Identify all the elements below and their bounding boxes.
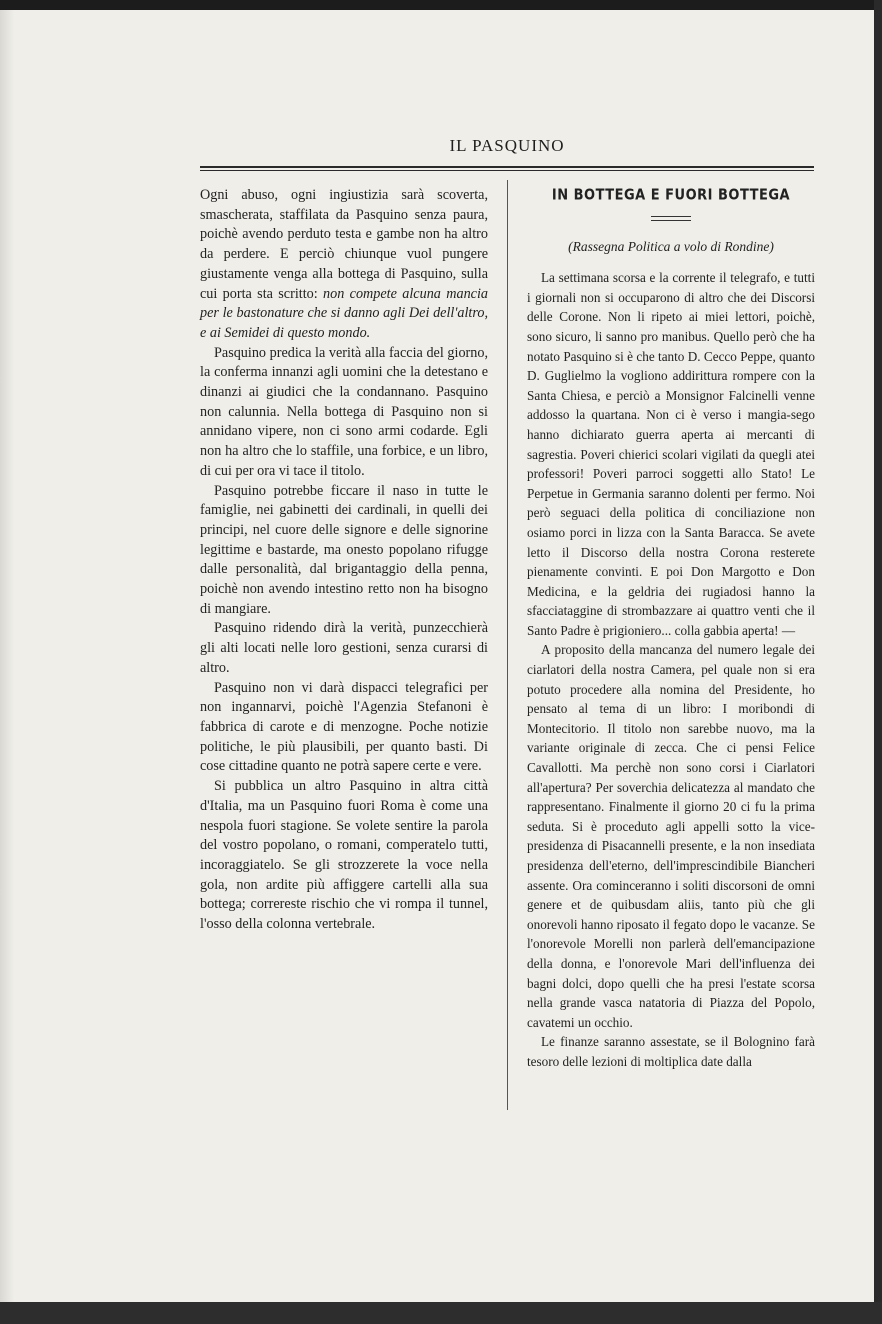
paragraph-text: Ogni abuso, ogni ingiustizia sarà scoverta, smascherata, staffilata da Pasquino senza paura, poichè avendo perduto testa e gambe non ha altro da perdere. E perciò chiunque vuol pungere giustamente venga alla bottega di Pasquino, sulla cui porta sta scritto: <box>200 187 488 302</box>
section-ornament <box>651 216 691 221</box>
scan-edge-bottom <box>0 1302 882 1324</box>
column-divider <box>507 180 508 1110</box>
header-rule-thick <box>200 166 814 168</box>
paragraph: Pasquino potrebbe ficcare il naso in tutte le famiglie, nei gabinetti dei cardinali, in quelli dei principi, nel cuore delle signore e delle signorine legittime e bastarde, ma onesto popolano rifugge dalle personalità, dal brigantaggio della penna, poichè non avendo intestino retto non ha bisogno di mangiare. <box>200 482 488 617</box>
scan-edge-top <box>0 0 882 10</box>
left-column <box>200 186 488 935</box>
paragraph: Si pubblica un altro Pasquino in altra città d'Italia, ma un Pasquino fuori Roma è come una nespola fuori stagione. Se volete sentire la parola del vostro popolano, o romani, comperatelo tutti, incoraggiatelo. Se gli strozzerete la voce nella gola, non ardite più affiggere cartelli alla sua bottega; correreste rischio che vi rompa il tunnel, l'osso della colonna vertebrale. <box>200 778 488 933</box>
scan-shadow-left <box>0 10 14 1302</box>
section-title: IN BOTTEGA E FUORI BOTTEGA <box>551 186 791 205</box>
paragraph: Le finanze saranno assestate, se il Bolognino farà tesoro delle lezioni di moltiplica date dalla <box>527 1034 815 1069</box>
masthead-title: IL PASQUINO <box>449 136 565 155</box>
right-column <box>527 186 815 1072</box>
section-subtitle: (Rassegna Politica a volo di Rondine) <box>568 238 774 254</box>
header-rule-thin <box>200 170 814 171</box>
paragraph: La settimana scorsa e la corrente il telegrafo, e tutti i giornali non si occuparono di altro che dei Discorsi delle Corone. Non li ripeto ai miei lettori, poichè, sono sicuro, li sanno pro manibus. Quello però che ha notato Pasquino si è che tanto D. Cecco Peppe, quanto D. Guglielmo la vogliono addirittura rompere con la Santa Chiesa, e perciò a Monsignor Falcinelli venne addosso la quartana. Non ci è verso i mangia-sego hanno dichiarato guerra aperta ai mercanti di sagrestia. Poveri chierici scolari vigilati da quegli atei professori! Poveri parroci soggetti allo Stato! Le Perpetue in Germania saranno dolenti per fermo. Noi però seguaci della politica di conciliazione non osiamo porci in lizza con la Santa Baracca. Se avete letto il Discorso della nostra Corona resterete pienamente convinti. E poi Don Margotto e Don Medicina, e la geldria dei rugiadosi hanno la sfacciataggine di strombazzare ai quattro venti che il Santo Padre è prigioniero... colla gabbia aperta! — <box>527 270 815 638</box>
page-header <box>200 136 814 176</box>
paragraph: Pasquino predica la verità alla faccia del giorno, la conferma innanzi agli uomini che la detestano e dinanzi ai giudici che la condannano. Pasquino non calunnia. Nella bottega di Pasquino non si annidano vipere, non ci sono armi codarde. Egli non ha altro che lo staffile, una forbice, e un libro, di cui per ora vi tace il titolo. <box>200 344 488 479</box>
paragraph: Pasquino ridendo dirà la verità, punzecchierà gli alti locati nelle loro gestioni, senza curarsi di altro. <box>200 620 488 676</box>
paragraph: Pasquino non vi darà dispacci telegrafici per non ingannarvi, poichè l'Agenzia Stefanoni è fabbrica di carote e di menzogne. Poche notizie politiche, le più plausibili, per quanto basti. Di cose cittadine quanto ne potrà sapere certe e vere. <box>200 679 488 775</box>
paragraph: A proposito della mancanza del numero legale dei ciarlatori della nostra Camera, pel quale non si era potuto procedere alla nomina del Presidente, ho pensato al tema di un libro: I moribondi di Montecitorio. Il titolo non sarebbe nuovo, ma la variante originale di zecca. Che ci pensi Felice Cavallotti. Ma perchè non sono corsi i Ciarlatori all'apertura? Per soverchia delicatezza al mandato che rappresentano. Finalmente il giorno 20 ci fu la prima seduta. Si è proceduto agli appelli sotto la vice-presidenza di Pisacannelli presente, e la non insediata presidenza dell'eterno, dell'imprescindibile Biancheri assente. Ora cominceranno i soliti discorsoni de omni genere et de quibusdam aliis, tanto più che gli onorevoli hanno riposato il fegato dopo le vacanze. Se l'onorevole Morelli non parlerà dell'emancipazione della donna, e l'onorevole Mari dell'influenza dei bagni dolci, dopo quelli che ha presi l'estate scorsa nella grande vasca natatoria di Piazza del Popolo, cavatemi un occhio. <box>527 642 815 1030</box>
motto-text: non compete alcuna mancia per le bastonature che si danno agli Dei dell'altro, e ai Semidei di questo mondo. <box>200 285 488 341</box>
scan-edge-right <box>874 0 882 1324</box>
paragraph <box>200 186 488 344</box>
